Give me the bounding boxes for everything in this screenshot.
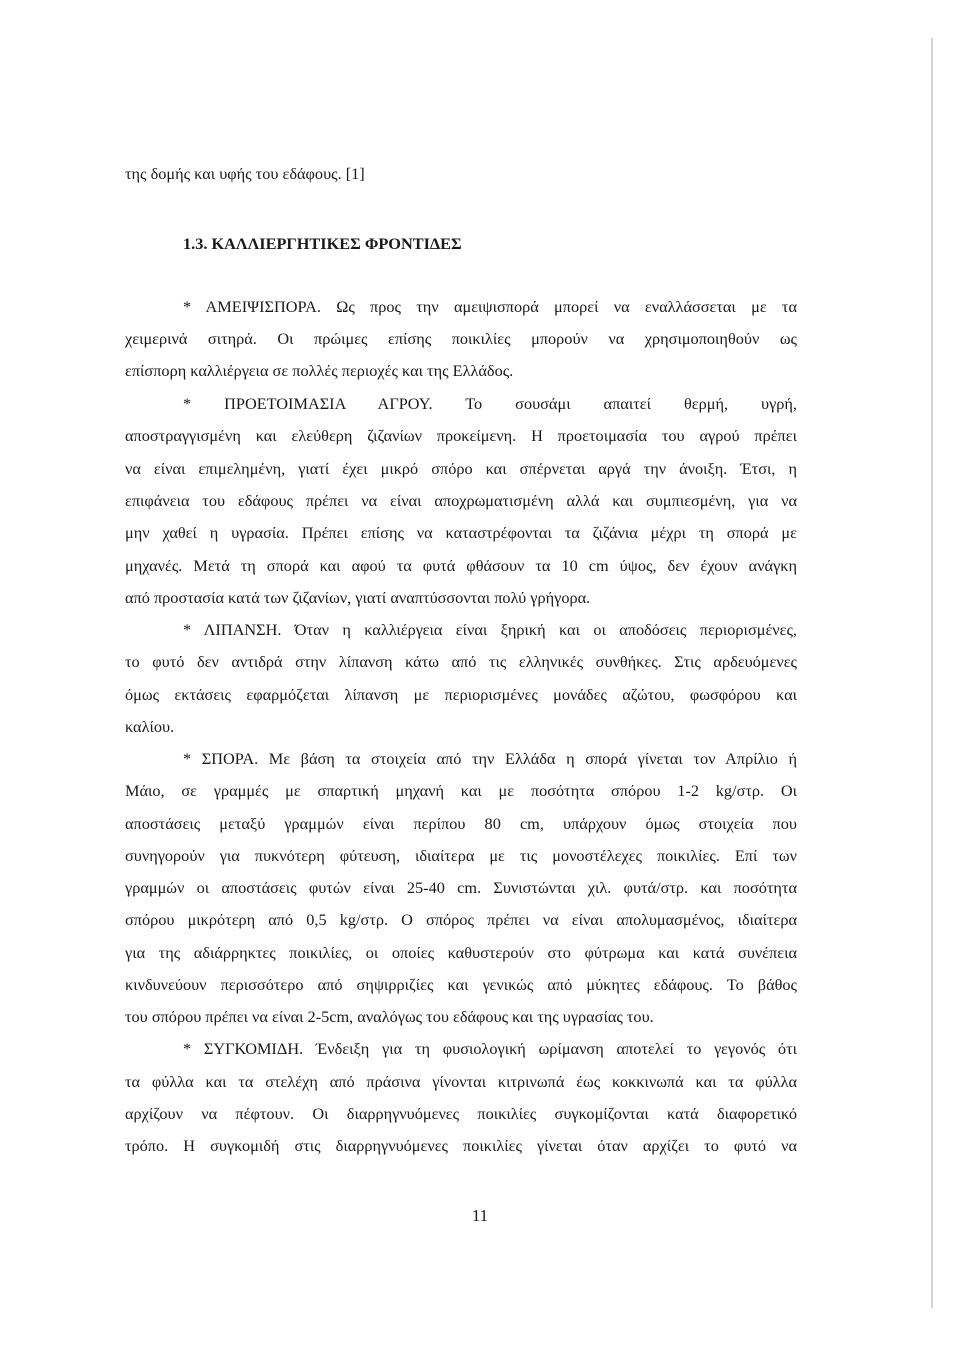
text-line-18: Μάιο, σε γραμμές με σπαρτική μηχανή και με ποσότητα σπόρου 1-2 kg/στρ. Οι (125, 781, 797, 800)
text-line-4: χειμερινά σιτηρά. Οι πρώιμες επίσης ποικιλίες μπορούν να χρησιμοποιηθούν ως (125, 329, 797, 348)
text-line-12: από προστασία κατά των ζιζανίων, γιατί αναπτύσσονται πολύ γρήγορα. (125, 588, 591, 607)
text-line-16: καλίου. (125, 717, 175, 736)
page-number: 11 (471, 1206, 489, 1225)
text-line-10: μην χαθεί η υγρασία. Πρέπει επίσης να καταστρέφονται τα ζιζάνια μέχρι τη σπορά με (125, 523, 797, 542)
text-line-23: για της αδιάρρηκτες ποικιλίες, οι οποίες καθυστερούν στο φύτρωμα και κατά συνέπεια (125, 943, 797, 962)
text-line-17: * ΣΠΟΡΑ. Με βάση τα στοιχεία από την Ελλάδα η σπορά γίνεται τον Απρίλιο ή (183, 749, 797, 768)
text-line-8: να είναι επιμελημένη, γιατί έχει μικρό σπόρο και σπέρνεται αργά την άνοιξη. Έτσι, η (125, 459, 797, 478)
text-line-24: κινδυνεύουν περισσότερο από σηψιρριζίες και γενικώς από μύκητες εδάφους. Το βάθος (125, 975, 797, 994)
text-line-25: του σπόρου πρέπει να είναι 2-5cm, αναλόγως του εδάφους και της υγρασίας του. (125, 1007, 654, 1026)
text-line-7: αποστραγγισμένη και ελεύθερη ζιζανίων προκείμενη. Η προετοιμασία του αγρού πρέπει (125, 426, 797, 445)
text-line-13: * ΛΙΠΑΝΣΗ. Όταν η καλλιέργεια είναι ξηρική και οι αποδόσεις περιορισμένες, (183, 620, 797, 639)
text-line-5: επίσπορη καλλιέργεια σε πολλές περιοχές και της Ελλάδος. (125, 361, 514, 380)
text-line-3: * ΑΜΕΙΨΙΣΠΟΡΑ. Ως προς την αμειψισπορά μπορεί να εναλλάσσεται με τα (183, 297, 797, 316)
text-line-15: όμως εκτάσεις εφαρμόζεται λίπανση με περιορισμένες μονάδες αζώτου, φωσφόρου και (125, 685, 797, 704)
section-heading: 1.3. ΚΑΛΛΙΕΡΓΗΤΙΚΕΣ ΦΡΟΝΤΙΔΕΣ (183, 234, 462, 253)
text-line-14: το φυτό δεν αντιδρά στην λίπανση κάτω από τις ελληνικές συνθήκες. Στις αρδευόμενες (125, 652, 797, 671)
text-line-27: τα φύλλα και τα στελέχη από πράσινα γίνονται κιτρινωπά έως κοκκινωπά και τα φύλλα (125, 1072, 797, 1091)
text-line-29: τρόπο. Η συγκομιδή στις διαρρηγνυόμενες ποικιλίες γίνεται όταν αρχίζει το φυτό να (125, 1136, 797, 1155)
text-line-26: * ΣΥΓΚΟΜΙΔΗ. Ένδειξη για τη φυσιολογική ωρίμανση αποτελεί το γεγονός ότι (183, 1039, 797, 1058)
text-line-20: συνηγορούν για πυκνότερη φύτευση, ιδιαίτερα με τις μονοστέλεχες ποικιλίες. Επί των (125, 846, 797, 865)
text-line-22: σπόρου μικρότερη από 0,5 kg/στρ. Ο σπόρος πρέπει να είναι απολυμασμένος, ιδιαίτερα (125, 910, 797, 929)
text-line-11: μηχανές. Μετά τη σπορά και αφού τα φυτά φθάσουν τα 10 cm ύψος, δεν έχουν ανάγκη (125, 556, 797, 575)
text-line-6: * ΠΡΟΕΤΟΙΜΑΣΙΑ ΑΓΡΟΥ. Το σουσάμι απαιτεί θερμή, υγρή, (183, 394, 797, 413)
text-line-28: αρχίζουν να πέφτουν. Οι διαρρηγνυόμενες ποικιλίες συγκομίζονται κατά διαφορετικό (125, 1104, 797, 1123)
text-line-9: επιφάνεια του εδάφους πρέπει να είναι αποχρωματισμένη αλλά και συμπιεσμένη, για να (125, 491, 797, 510)
text-line-19: αποστάσεις μεταξύ γραμμών είναι περίπου 80 cm, υπάρχουν όμως στοιχεία που (125, 814, 797, 833)
text-line-1: της δομής και υφής του εδάφους. [1] (125, 164, 365, 183)
text-line-21: γραμμών οι αποστάσεις φυτών είναι 25-40 cm. Συνιστώνται χιλ. φυτά/στρ. και ποσότητα (125, 878, 797, 897)
